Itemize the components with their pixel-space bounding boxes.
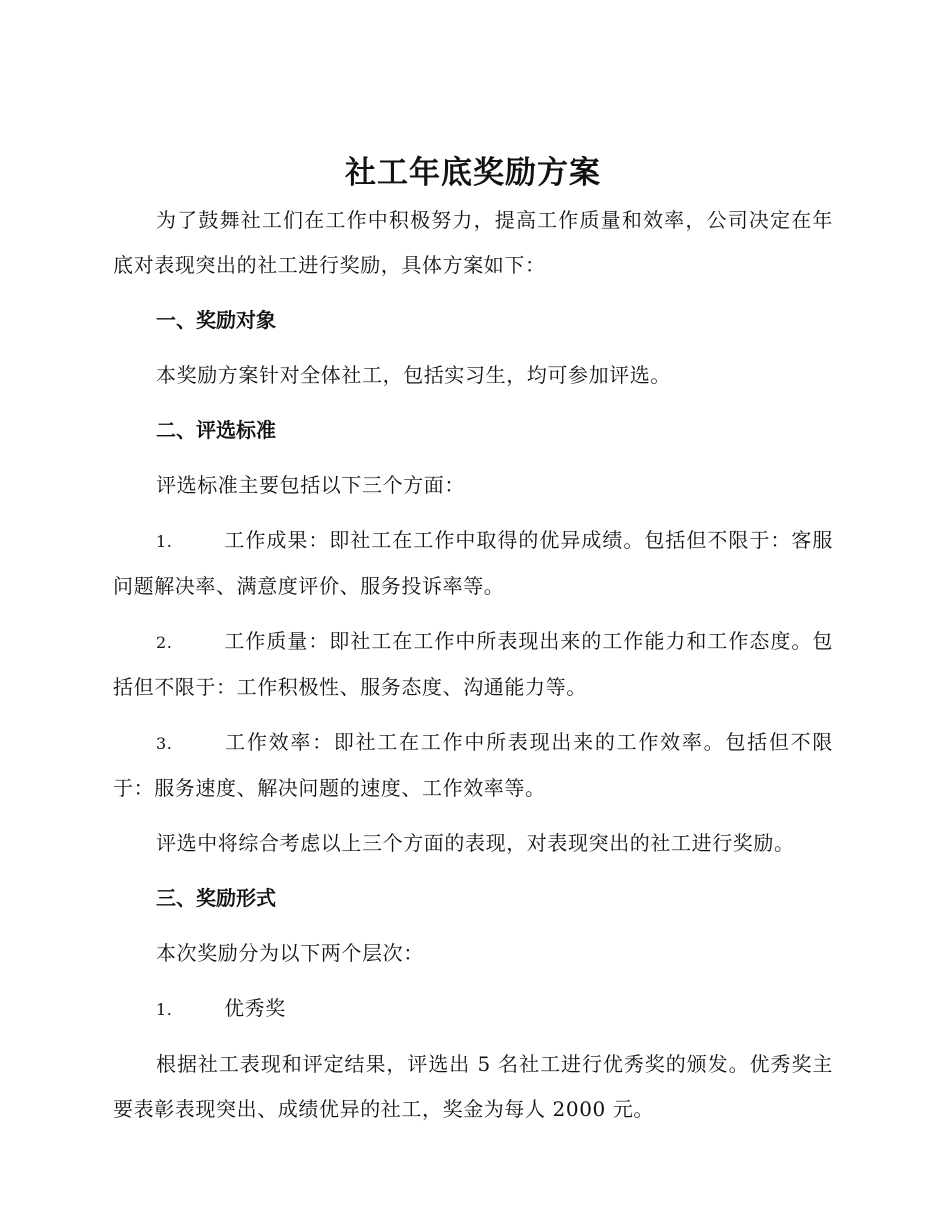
criteria-item-1 <box>113 518 833 609</box>
section-heading-award-target: 一、奖励对象 <box>156 308 276 332</box>
list-number: 1. <box>156 1000 173 1019</box>
award-target-paragraph: 本奖励方案针对全体社工，包括实习生，均可参加评选。 <box>156 363 671 387</box>
list-item-text: 工作质量：即社工在工作中所表现出来的工作能力和工作态度。包括但不限于：工作积极性、服务态度、沟通能力等。 <box>113 629 833 699</box>
list-item-text: 工作效率：即社工在工作中所表现出来的工作效率。包括但不限于：服务速度、解决问题的速度、工作效率等。 <box>113 730 833 800</box>
criteria-item-2 <box>113 619 833 710</box>
award-form-lead-paragraph: 本次奖励分为以下两个层次： <box>156 941 424 965</box>
criteria-summary-paragraph: 评选中将综合考虑以上三个方面的表现，对表现突出的社工进行奖励。 <box>156 831 795 855</box>
list-number: 3. <box>156 734 173 753</box>
document-page <box>113 150 833 1142</box>
list-item-text: 优秀奖 <box>224 996 286 1020</box>
intro-paragraph: 为了鼓舞社工们在工作中积极努力，提高工作质量和效率，公司决定在年底对表现突出的社工进行奖励，具体方案如下： <box>113 208 833 277</box>
section-heading-award-form: 三、奖励形式 <box>156 886 276 910</box>
criteria-item-3 <box>113 720 833 811</box>
excellence-award-paragraph: 根据社工表现和评定结果，评选出 5 名社工进行优秀奖的颁发。优秀奖主要表彰表现突出、成绩优异的社工，奖金为每人 2000 元。 <box>113 1052 833 1121</box>
list-item-text: 工作成果：即社工在工作中取得的优异成绩。包括但不限于：客服问题解决率、满意度评价、服务投诉率等。 <box>113 528 833 598</box>
document-title: 社工年底奖励方案 <box>345 155 601 191</box>
section-heading-criteria: 二、评选标准 <box>156 418 276 442</box>
list-number: 2. <box>156 633 173 652</box>
list-number: 1. <box>156 532 173 551</box>
criteria-lead-paragraph: 评选标准主要包括以下三个方面： <box>156 473 465 497</box>
award-level-item-1 <box>113 986 833 1032</box>
